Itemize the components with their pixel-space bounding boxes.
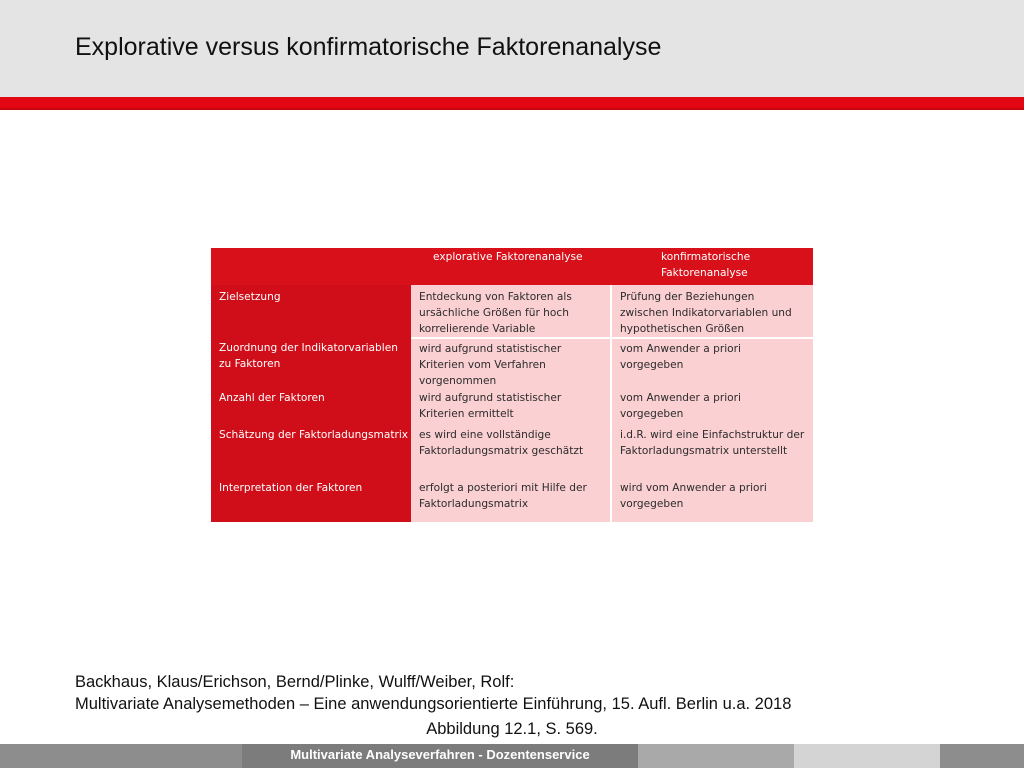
footer-segment: [0, 744, 242, 768]
cell-explorative: erfolgt a posteriori mit Hilfe der Faktorladungsmatrix: [411, 480, 611, 522]
cell-konfirmatorische: i.d.R. wird eine Einfachstruktur der Faktorladungsmatrix unterstellt: [611, 427, 813, 480]
footer-segment: [940, 744, 1024, 768]
source-citation: [75, 671, 791, 715]
footer-bar: [0, 744, 1024, 768]
slide-title: Explorative versus konfirmatorische Faktorenanalyse: [75, 33, 662, 61]
table-row: [211, 480, 813, 522]
header-empty: [211, 248, 411, 285]
footer-segment: [638, 744, 794, 768]
header-konfirmatorische: konfirmatorische Faktorenanalyse: [611, 248, 813, 285]
cell-konfirmatorische: vom Anwender a priori vorgegeben: [611, 338, 813, 390]
cell-explorative: wird aufgrund statistischer Kriterien vom Verfahren vorgenommen: [411, 338, 611, 390]
source-book-title: Multivariate Analysemethoden – Eine anwendungsorientierte Einführung, 15. Aufl. Berlin u.a. 2018: [75, 695, 792, 713]
row-label: Zuordnung der Indikatorvariablen zu Faktoren: [211, 338, 411, 390]
table-row: [211, 427, 813, 480]
accent-bar-shadow: [0, 108, 1024, 110]
cell-explorative: wird aufgrund statistischer Kriterien ermittelt: [411, 390, 611, 427]
source-figure-reference: Abbildung 12.1, S. 569.: [426, 720, 598, 738]
row-label: Zielsetzung: [211, 285, 411, 338]
header-explorative: explorative Faktorenanalyse: [411, 248, 611, 285]
cell-explorative: Entdeckung von Faktoren als ursächliche Größen für hoch korrelierende Variable: [411, 285, 611, 338]
cell-konfirmatorische: wird vom Anwender a priori vorgegeben: [611, 480, 813, 522]
comparison-table: [211, 248, 813, 522]
row-label: Anzahl der Faktoren: [211, 390, 411, 427]
cell-konfirmatorische: Prüfung der Beziehungen zwischen Indikatorvariablen und hypothetischen Größen: [611, 285, 813, 338]
footer-label: Multivariate Analyseverfahren - Dozentenservice: [290, 747, 590, 762]
header-area: [0, 0, 1024, 97]
cell-konfirmatorische: vom Anwender a priori vorgegeben: [611, 390, 813, 427]
table-header-row: [211, 248, 813, 285]
source-authors: Backhaus, Klaus/Erichson, Bernd/Plinke, Wulff/Weiber, Rolf:: [75, 673, 515, 691]
table-row: [211, 390, 813, 427]
footer-segment: [794, 744, 940, 768]
cell-explorative: es wird eine vollständige Faktorladungsmatrix geschätzt: [411, 427, 611, 480]
row-label: Interpretation der Faktoren: [211, 480, 411, 522]
table-row: [211, 338, 813, 390]
row-label: Schätzung der Faktorladungsmatrix: [211, 427, 411, 480]
table-row: [211, 285, 813, 338]
